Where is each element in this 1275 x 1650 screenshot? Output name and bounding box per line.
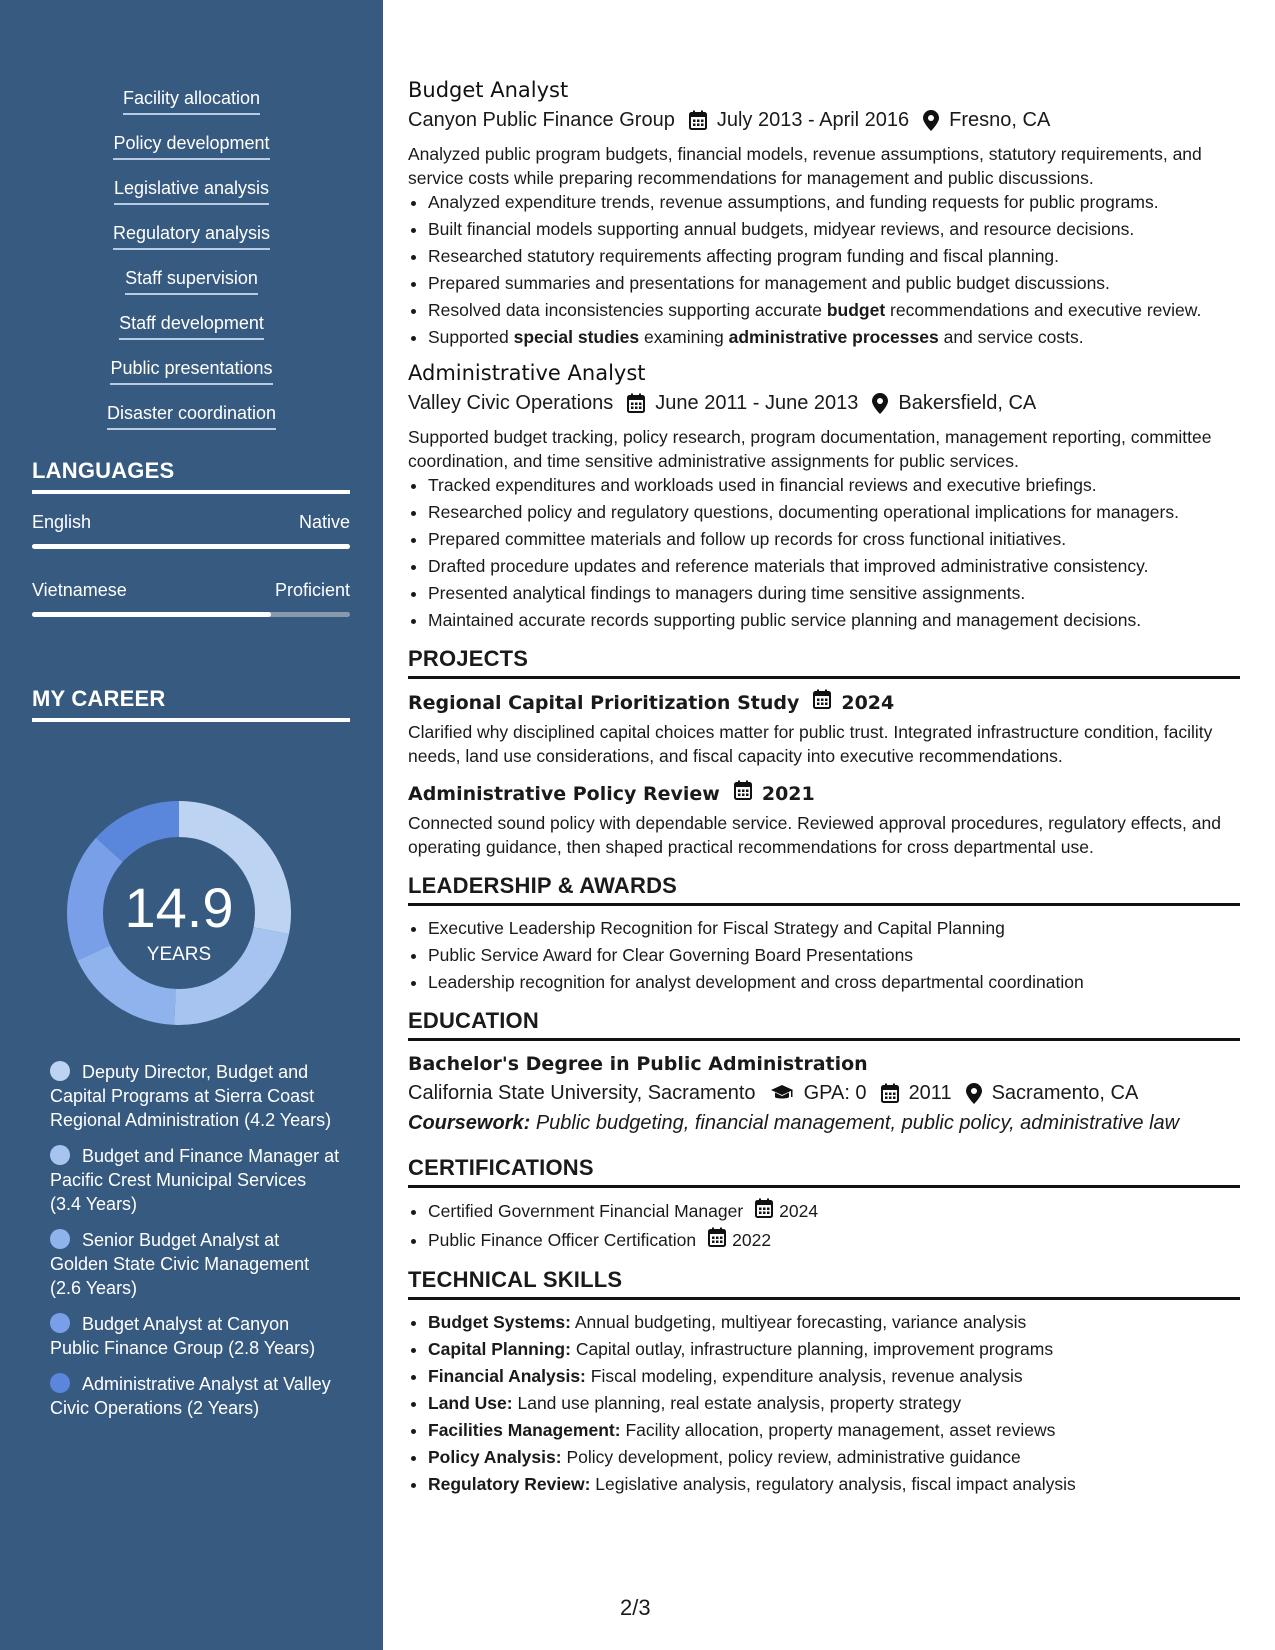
career-item-text: Budget and Finance Manager at Pacific Crest Municipal Services (3.4 Years) [50, 1146, 340, 1214]
skill-item: Public presentations [110, 356, 272, 385]
language-level: Proficient [274, 580, 350, 600]
bullet-text: Presented analytical findings to managers during time sensitive assignments. [428, 583, 1026, 603]
graduation-cap-icon [770, 1084, 794, 1102]
job-description: Analyzed public program budgets, financial models, revenue assumptions, statutory requirements, and service costs while preparing recommendations for management and public discussions. [408, 144, 1202, 188]
career-item [50, 1312, 340, 1360]
technical-skills-section [408, 1267, 1240, 1496]
career-item [50, 1372, 340, 1420]
bullet-text: Resolved data inconsistencies supporting accurate [428, 300, 827, 320]
job-bullets [408, 190, 1240, 349]
language-bar [32, 544, 350, 549]
career-item-text: Budget Analyst at Canyon Public Finance Group (2.8 Years) [50, 1314, 316, 1358]
education-school: California State University, Sacramento [408, 1082, 756, 1104]
location-pin-icon [872, 393, 888, 414]
technical-skill-item [428, 1391, 1240, 1415]
career-item-text: Senior Budget Analyst at Golden State Civic Management (2.6 Years) [50, 1230, 310, 1298]
job-bullet [428, 527, 1240, 551]
language-bar [32, 612, 350, 617]
education-location: Sacramento, CA [991, 1082, 1139, 1104]
education-heading: EDUCATION [408, 1008, 1240, 1041]
certification-row [428, 1198, 1240, 1224]
education-degree: Bachelor's Degree in Public Administration [408, 1053, 868, 1075]
bullet-text: Built financial models supporting annual budgets, midyear reviews, and resource decisions. [428, 219, 1135, 239]
technical-skills-heading: TECHNICAL SKILLS [408, 1267, 1240, 1300]
project-header [408, 689, 1240, 716]
job-entry [408, 76, 1240, 349]
bullet-text: administrative processes [728, 327, 939, 347]
language-name: English [32, 512, 92, 532]
job-entry [408, 359, 1240, 632]
language-bar-fill [32, 612, 271, 617]
technical-skill-label: Facilities Management: [428, 1420, 621, 1440]
job-bullets [408, 473, 1240, 632]
bullet-text: Researched statutory requirements affecting program funding and fiscal planning. [428, 246, 1060, 266]
job-description: Supported budget tracking, policy research, program documentation, management reporting, committee coordination, and time sensitive administrative assignments for public services. [408, 427, 1212, 471]
career-item [50, 1144, 340, 1216]
skill-item: Facility allocation [123, 86, 260, 115]
project-description: Clarified why disciplined capital choices matter for public trust. Integrated infrastructure condition, facility needs, land use considerations, and fiscal capacity into executive recommendations. [408, 722, 1213, 766]
job-title: Administrative Analyst [408, 361, 646, 385]
career-color-dot [50, 1145, 70, 1165]
location-pin-icon [923, 110, 939, 131]
education-gpa: GPA: 0 [803, 1082, 867, 1104]
job-bullet [428, 608, 1240, 632]
certification-year: 2024 [779, 1201, 819, 1221]
skill-item: Legislative analysis [114, 176, 269, 205]
technical-skill-item [428, 1337, 1240, 1361]
job-bullet [428, 298, 1240, 322]
skill-item: Staff development [119, 311, 264, 340]
job-company: Valley Civic Operations [408, 392, 614, 414]
skill-item: Disaster coordination [107, 401, 276, 430]
languages-heading: LANGUAGES [32, 458, 350, 494]
education-meta [408, 1079, 1240, 1107]
technical-skill-label: Capital Planning: [428, 1339, 571, 1359]
technical-skill-text: Annual budgeting, multiyear forecasting, variance analysis [574, 1312, 1027, 1332]
sidebar [0, 0, 383, 1650]
career-item-text: Administrative Analyst at Valley Civic Operations (2 Years) [50, 1374, 331, 1418]
project-entry [408, 689, 1240, 768]
bullet-text: Prepared summaries and presentations for management and public budget discussions. [428, 273, 1110, 293]
calendar-icon [881, 1083, 899, 1103]
calendar-icon [813, 689, 831, 716]
language-level: Native [298, 512, 350, 532]
technical-skill-text: Land use planning, real estate analysis, property strategy [517, 1393, 962, 1413]
location-pin-icon [966, 1083, 982, 1104]
technical-skill-text: Capital outlay, infrastructure planning, improvement programs [575, 1339, 1054, 1359]
project-title: Administrative Policy Review [408, 782, 720, 805]
certifications-section [408, 1155, 1240, 1253]
bullet-text: Tracked expenditures and workloads used in financial reviews and executive briefings. [428, 475, 1097, 495]
career-heading: MY CAREER [32, 686, 350, 722]
career-color-dot [50, 1229, 70, 1249]
technical-skill-label: Regulatory Review: [428, 1474, 591, 1494]
technical-skill-item [428, 1472, 1240, 1496]
career-item [50, 1228, 340, 1300]
technical-skill-item [428, 1364, 1240, 1388]
career-unit: YEARS [146, 944, 212, 965]
job-bullet [428, 473, 1240, 497]
education-year: 2011 [908, 1082, 952, 1104]
career-color-dot [50, 1313, 70, 1333]
skill-item: Regulatory analysis [113, 221, 270, 250]
award-item: • Executive Leadership Recognition for Fiscal Strategy and Capital Planning [428, 916, 1240, 940]
calendar-icon [627, 393, 645, 413]
calendar-icon [755, 1198, 773, 1224]
career-item-text: Deputy Director, Budget and Capital Programs at Sierra Coast Regional Administration (4.2 Years) [50, 1062, 332, 1130]
projects-section [408, 646, 1240, 859]
technical-skill-label: Budget Systems: [428, 1312, 571, 1332]
technical-skill-label: Policy Analysis: [428, 1447, 562, 1467]
main-content [408, 76, 1240, 1499]
bullet-text: Analyzed expenditure trends, revenue assumptions, and funding requests for public programs. [428, 192, 1159, 212]
coursework-label: Coursework: [408, 1112, 531, 1134]
job-location: Bakersfield, CA [898, 392, 1037, 414]
bullet-text: Drafted procedure updates and reference materials that improved administrative consistency. [428, 556, 1149, 576]
calendar-icon [734, 780, 752, 807]
job-bullet [428, 581, 1240, 605]
language-bar-fill [32, 544, 350, 549]
bullet-text: recommendations and executive review. [885, 300, 1202, 320]
skills-list [0, 86, 383, 446]
job-bullet [428, 244, 1240, 268]
job-company: Canyon Public Finance Group [408, 109, 675, 131]
leadership-heading: LEADERSHIP & AWARDS [408, 873, 1240, 906]
certification-name: • Certified Government Financial Manager [428, 1201, 744, 1221]
technical-skill-text: Facility allocation, property management, asset reviews [625, 1420, 1056, 1440]
job-bullet [428, 217, 1240, 241]
page-number: 2/3 [620, 1595, 651, 1620]
language-name: Vietnamese [32, 580, 127, 600]
skill-item: Staff supervision [125, 266, 258, 295]
project-header [408, 780, 1240, 807]
certification-year: 2022 [732, 1230, 772, 1250]
career-color-dot [50, 1373, 70, 1393]
education-coursework [408, 1109, 1240, 1137]
certification-item [428, 1198, 1240, 1224]
bullet-text: Prepared committee materials and follow up records for cross functional initiatives. [428, 529, 1067, 549]
certification-item [428, 1227, 1240, 1253]
job-bullet [428, 271, 1240, 295]
award-item: • Public Service Award for Clear Governing Board Presentations [428, 943, 1240, 967]
project-entry [408, 780, 1240, 859]
technical-skill-label: Financial Analysis: [428, 1366, 586, 1386]
certifications-heading: CERTIFICATIONS [408, 1155, 1240, 1188]
leadership-section [408, 873, 1240, 994]
experience-section [408, 76, 1240, 632]
calendar-icon [708, 1227, 726, 1253]
certification-row [428, 1227, 1240, 1253]
technical-skill-text: Fiscal modeling, expenditure analysis, revenue analysis [590, 1366, 1023, 1386]
career-total: 14.9 [124, 876, 234, 939]
bullet-text: Maintained accurate records supporting public service planning and management decisions. [428, 610, 1142, 630]
job-dates: June 2011 - June 2013 [655, 392, 859, 414]
language-item [32, 512, 350, 549]
job-bullet [428, 190, 1240, 214]
technical-skill-text: Legislative analysis, regulatory analysis, fiscal impact analysis [595, 1474, 1076, 1494]
technical-skill-item [428, 1445, 1240, 1469]
job-bullet [428, 554, 1240, 578]
job-bullet [428, 325, 1240, 349]
project-year: 2024 [841, 691, 895, 714]
coursework-text: Public budgeting, financial management, public policy, administrative law [535, 1112, 1180, 1134]
technical-skill-item [428, 1310, 1240, 1334]
technical-skill-label: Land Use: [428, 1393, 513, 1413]
career-color-dot [50, 1061, 70, 1081]
projects-heading: PROJECTS [408, 646, 1240, 679]
bullet-text: Researched policy and regulatory questions, documenting operational implications for managers. [428, 502, 1179, 522]
bullet-text: Supported [428, 327, 514, 347]
project-description: Connected sound policy with dependable service. Reviewed approval procedures, regulatory effects, and operating guidance, then shaped practical recommendations for cross departmental use. [408, 813, 1221, 857]
education-section [408, 1008, 1240, 1137]
award-item: • Leadership recognition for analyst development and cross departmental coordination [428, 970, 1240, 994]
job-bullet [428, 500, 1240, 524]
career-item [50, 1060, 340, 1132]
job-location: Fresno, CA [949, 109, 1051, 131]
calendar-icon [689, 110, 707, 130]
skill-item: Policy development [113, 131, 269, 160]
bullet-text: examining [639, 327, 729, 347]
project-year: 2021 [761, 782, 815, 805]
career-donut-chart [66, 800, 292, 1026]
job-meta [408, 389, 1240, 417]
job-title: Budget Analyst [408, 78, 569, 102]
job-meta [408, 106, 1240, 134]
certification-name: • Public Finance Officer Certification [428, 1230, 697, 1250]
bullet-text: budget [826, 300, 886, 320]
bullet-text: and service costs. [938, 327, 1084, 347]
bullet-text: special studies [513, 327, 640, 347]
technical-skill-text: Policy development, policy review, administrative guidance [566, 1447, 1021, 1467]
job-dates: July 2013 - April 2016 [716, 109, 910, 131]
technical-skill-item [428, 1418, 1240, 1442]
language-item [32, 580, 350, 617]
career-list [50, 1060, 340, 1432]
project-title: Regional Capital Prioritization Study [408, 691, 800, 714]
